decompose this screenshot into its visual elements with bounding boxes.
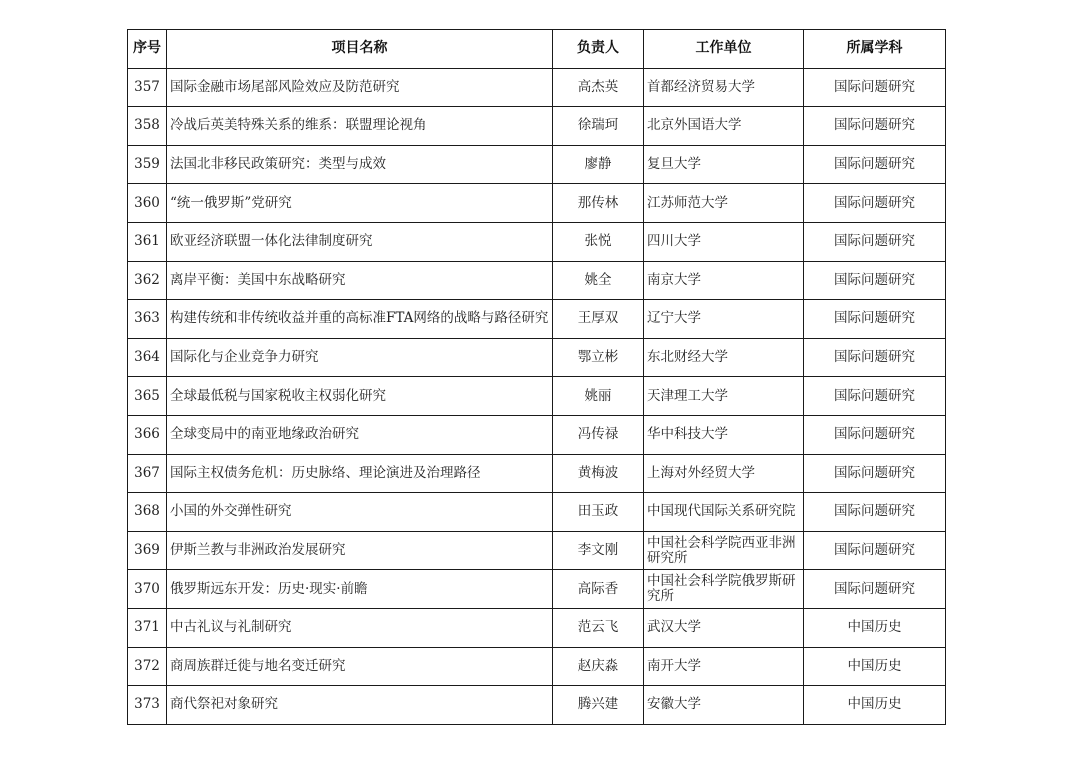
row-work-unit: 江苏师范大学 <box>644 184 804 223</box>
row-leader: 黄梅波 <box>553 454 644 493</box>
row-number: 372 <box>128 647 167 686</box>
table-row <box>128 184 946 223</box>
row-project-title: 离岸平衡：美国中东战略研究 <box>167 261 553 300</box>
table-row <box>128 531 946 570</box>
row-discipline: 国际问题研究 <box>804 300 946 339</box>
row-project-title: 国际金融市场尾部风险效应及防范研究 <box>167 68 553 107</box>
row-project-title: 国际主权债务危机：历史脉络、理论演进及治理路径 <box>167 454 553 493</box>
row-leader: 徐瑞珂 <box>553 107 644 146</box>
row-project-title: 商代祭祀对象研究 <box>167 686 553 725</box>
row-discipline: 国际问题研究 <box>804 107 946 146</box>
row-project-title: 小国的外交弹性研究 <box>167 493 553 532</box>
row-discipline: 国际问题研究 <box>804 454 946 493</box>
row-discipline: 中国历史 <box>804 686 946 725</box>
row-discipline: 国际问题研究 <box>804 531 946 570</box>
table-row <box>128 493 946 532</box>
row-leader: 赵庆淼 <box>553 647 644 686</box>
row-work-unit: 天津理工大学 <box>644 377 804 416</box>
row-discipline: 中国历史 <box>804 608 946 647</box>
row-leader: 冯传禄 <box>553 415 644 454</box>
row-leader: 鄂立彬 <box>553 338 644 377</box>
row-work-unit: 辽宁大学 <box>644 300 804 339</box>
row-leader: 姚全 <box>553 261 644 300</box>
row-discipline: 国际问题研究 <box>804 415 946 454</box>
table-row <box>128 570 946 609</box>
table-row <box>128 686 946 725</box>
row-leader: 高杰英 <box>553 68 644 107</box>
row-discipline: 国际问题研究 <box>804 184 946 223</box>
row-leader: 王厚双 <box>553 300 644 339</box>
row-discipline: 国际问题研究 <box>804 222 946 261</box>
header-number: 序号 <box>128 30 167 69</box>
row-number: 360 <box>128 184 167 223</box>
row-project-title: 构建传统和非传统收益并重的高标准FTA网络的战略与路径研究 <box>167 300 553 339</box>
row-project-title: 欧亚经济联盟一体化法律制度研究 <box>167 222 553 261</box>
row-work-unit: 南京大学 <box>644 261 804 300</box>
row-discipline: 国际问题研究 <box>804 570 946 609</box>
row-work-unit: 安徽大学 <box>644 686 804 725</box>
row-leader: 廖静 <box>553 145 644 184</box>
table-row <box>128 415 946 454</box>
row-leader: 李文刚 <box>553 531 644 570</box>
table-row <box>128 261 946 300</box>
row-number: 358 <box>128 107 167 146</box>
row-leader: 高际香 <box>553 570 644 609</box>
row-project-title: 法国北非移民政策研究：类型与成效 <box>167 145 553 184</box>
row-number: 363 <box>128 300 167 339</box>
table-row <box>128 647 946 686</box>
row-project-title: “统一俄罗斯”党研究 <box>167 184 553 223</box>
row-work-unit: 中国社会科学院俄罗斯研究所 <box>644 570 804 609</box>
row-number: 369 <box>128 531 167 570</box>
row-discipline: 国际问题研究 <box>804 338 946 377</box>
table-row <box>128 68 946 107</box>
row-project-title: 伊斯兰教与非洲政治发展研究 <box>167 531 553 570</box>
header-work-unit: 工作单位 <box>644 30 804 69</box>
row-number: 359 <box>128 145 167 184</box>
row-project-title: 全球最低税与国家税收主权弱化研究 <box>167 377 553 416</box>
row-work-unit: 首都经济贸易大学 <box>644 68 804 107</box>
row-work-unit: 中国社会科学院西亚非洲研究所 <box>644 531 804 570</box>
row-work-unit: 复旦大学 <box>644 145 804 184</box>
row-leader: 范云飞 <box>553 608 644 647</box>
row-number: 368 <box>128 493 167 532</box>
header-project-title: 项目名称 <box>167 30 553 69</box>
row-number: 357 <box>128 68 167 107</box>
row-project-title: 全球变局中的南亚地缘政治研究 <box>167 415 553 454</box>
header-leader: 负责人 <box>553 30 644 69</box>
table-row <box>128 454 946 493</box>
row-leader: 腾兴建 <box>553 686 644 725</box>
row-number: 371 <box>128 608 167 647</box>
row-project-title: 俄罗斯远东开发：历史·现实·前瞻 <box>167 570 553 609</box>
row-project-title: 中古礼议与礼制研究 <box>167 608 553 647</box>
table-row <box>128 338 946 377</box>
row-work-unit: 华中科技大学 <box>644 415 804 454</box>
row-number: 366 <box>128 415 167 454</box>
table-row <box>128 145 946 184</box>
row-number: 364 <box>128 338 167 377</box>
row-work-unit: 上海对外经贸大学 <box>644 454 804 493</box>
table-row <box>128 608 946 647</box>
row-discipline: 国际问题研究 <box>804 261 946 300</box>
row-discipline: 国际问题研究 <box>804 145 946 184</box>
row-discipline: 国际问题研究 <box>804 377 946 416</box>
row-discipline: 中国历史 <box>804 647 946 686</box>
header-discipline: 所属学科 <box>804 30 946 69</box>
table-header-row <box>128 30 946 69</box>
row-discipline: 国际问题研究 <box>804 68 946 107</box>
row-leader: 田玉政 <box>553 493 644 532</box>
table-row <box>128 222 946 261</box>
row-work-unit: 武汉大学 <box>644 608 804 647</box>
table-row <box>128 107 946 146</box>
row-number: 362 <box>128 261 167 300</box>
row-work-unit: 中国现代国际关系研究院 <box>644 493 804 532</box>
row-project-title: 商周族群迁徙与地名变迁研究 <box>167 647 553 686</box>
row-number: 373 <box>128 686 167 725</box>
row-leader: 姚丽 <box>553 377 644 416</box>
row-project-title: 冷战后英美特殊关系的维系：联盟理论视角 <box>167 107 553 146</box>
table-row <box>128 377 946 416</box>
row-discipline: 国际问题研究 <box>804 493 946 532</box>
table-row <box>128 300 946 339</box>
row-number: 365 <box>128 377 167 416</box>
row-number: 367 <box>128 454 167 493</box>
row-number: 361 <box>128 222 167 261</box>
row-leader: 张悦 <box>553 222 644 261</box>
row-project-title: 国际化与企业竞争力研究 <box>167 338 553 377</box>
row-work-unit: 东北财经大学 <box>644 338 804 377</box>
row-work-unit: 南开大学 <box>644 647 804 686</box>
row-leader: 那传林 <box>553 184 644 223</box>
row-number: 370 <box>128 570 167 609</box>
row-work-unit: 四川大学 <box>644 222 804 261</box>
row-work-unit: 北京外国语大学 <box>644 107 804 146</box>
project-table <box>127 29 946 725</box>
